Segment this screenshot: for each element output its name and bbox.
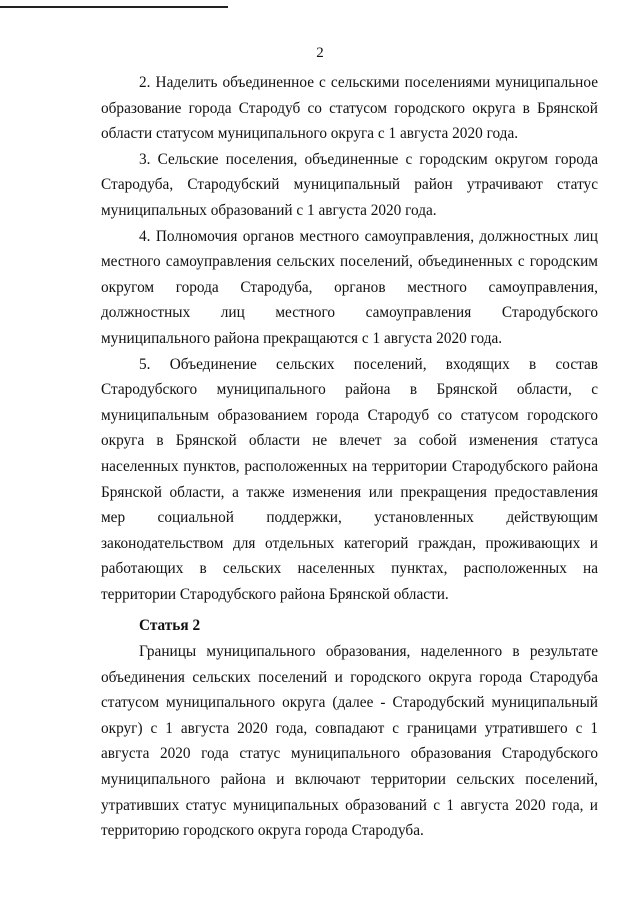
article-2-text: Границы муниципального образования, наделенного в результате объединения сельских поселений и городского округа города Стародуба статусом муниципального округа (далее - Стародубский муниципальный округ) с 1 августа 2020 года, совпадают с границами утратившего с 1 августа 2020 года статус муниципального образования Стародубского муниципального района и включают территории сельских поселений, утративших статус муниципальных образований с 1 августа 2020 года, и территорию городского округа города Стародуба. [101,643,598,840]
paragraph-5: 5. Объединение сельских поселений, входящих в состав Стародубского муниципального района в Брянской области, с муниципальным образованием города Стародуб со статусом городского округа в Брянской области не влечет за собой изменения статуса населенных пунктов, расположенных на территории Стародубского района Брянской области, а также изменения или прекращения предоставления мер социальной поддержки, установленных действующим законодательством для отдельных категорий граждан, проживающих и работающих в сельских населенных пунктах, расположенных на территории Стародубского района Брянской области. [101,355,598,603]
page-number: 2 [316,45,324,61]
paragraph-4: 4. Полномочия органов местного самоуправления, должностных лиц местного самоуправления сельских поселений, объединенных с городским округом города Стародуба, органов местного самоуправления, должностных лиц местного самоуправления Стародубского муниципального района прекращаются с 1 августа 2020 года. [101,227,598,347]
paragraph-3: 3. Сельские поселения, объединенные с городским округом города Стародуба, Стародубский муниципальный район утрачивают статус муниципальных образований с 1 августа 2020 года. [101,150,598,219]
document-body [101,70,598,844]
article-heading: Статья 2 [139,617,201,635]
header-rule [0,6,228,8]
paragraph-2: 2. Наделить объединенное с сельскими поселениями муниципальное образование города Стародуб со статусом городского округа в Брянской области статусом муниципального округа с 1 августа 2020 года. [101,74,598,143]
